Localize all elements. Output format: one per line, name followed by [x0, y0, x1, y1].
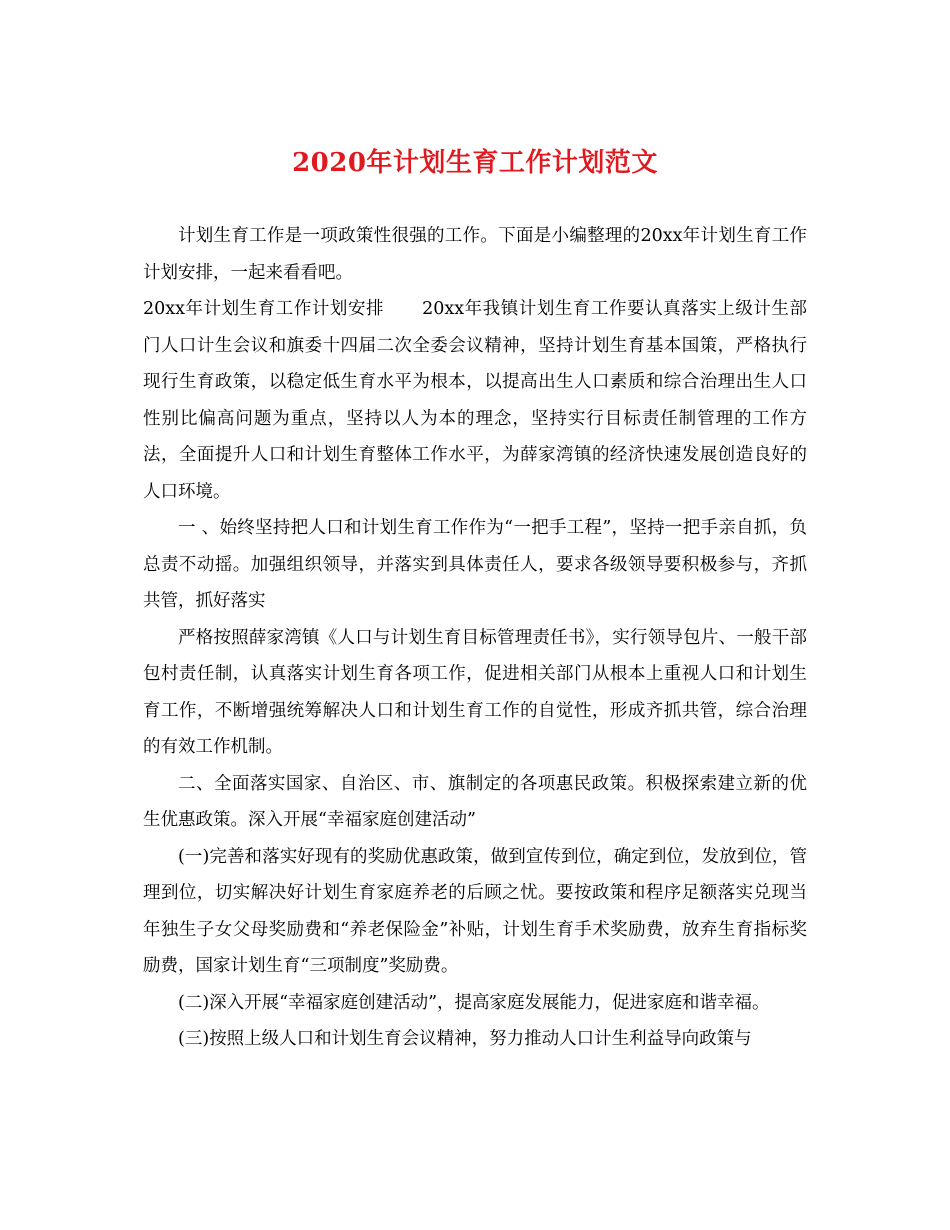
document-title: 2020年计划生育工作计划范文: [292, 148, 658, 178]
paragraph-plan-overview-text: 20xx年我镇计划生育工作要认真落实上级计生部门人口计生会议和旗委十四届二次全委会议精神，坚持计划生育基本国策，严格执行现行生育政策，以稳定低生育水平为根本，以提高出生人口素质和综合治理出生人口性别比偏高问题为重点，坚持以人为本的理念，坚持实行目标责任制管理的工作方法，全面提升人口和计划生育整体工作水平，为薛家湾镇的经济快速发展创造良好的人口环境。: [143, 299, 807, 502]
paragraph-section-one: 一 、始终坚持把人口和计划生育工作作为“一把手工程”，坚持一把手亲自抓，负总责不动摇。加强组织领导，并落实到具体责任人，要求各级领导要积极参与，齐抓共管，抓好落实: [143, 518, 807, 611]
paragraph-item-two: (二)深入开展“幸福家庭创建活动”，提高家庭发展能力，促进家庭和谐幸福。: [178, 992, 770, 1013]
section-heading: 20xx年计划生育工作计划安排: [143, 299, 385, 319]
paragraph-intro: 计划生育工作是一项政策性很强的工作。下面是小编整理的20xx年计划生育工作计划安排，一起来看看吧。: [143, 226, 807, 283]
paragraph-plan-overview: [143, 291, 807, 510]
paragraph-responsibility: 严格按照薛家湾镇《人口与计划生育目标管理责任书》，实行领导包片、一般干部包村责任制，认真落实计划生育各项工作，促进相关部门从根本上重视人口和计划生育工作，不断增强统筹解决人口和计划生育工作的自觉性，形成齐抓共管，综合治理的有效工作机制。: [143, 627, 807, 757]
paragraph-section-two: 二、全面落实国家、自治区、市、旗制定的各项惠民政策。积极探索建立新的优生优惠政策。深入开展“幸福家庭创建活动”: [143, 773, 807, 830]
document-body: [143, 218, 807, 1058]
paragraph-item-three: (三)按照上级人口和计划生育会议精神，努力推动人口计生利益导向政策与: [178, 1029, 752, 1049]
paragraph-item-one: (一)完善和落实好现有的奖励优惠政策，做到宣传到位，确定到位，发放到位，管理到位，切实解决好计划生育家庭养老的后顾之忧。要按政策和程序足额落实兑现当年独生子女父母奖励费和“养老保险金”补贴，计划生育手术奖励费，放弃生育指标奖励费，国家计划生育“三项制度”奖励费。: [143, 846, 807, 976]
